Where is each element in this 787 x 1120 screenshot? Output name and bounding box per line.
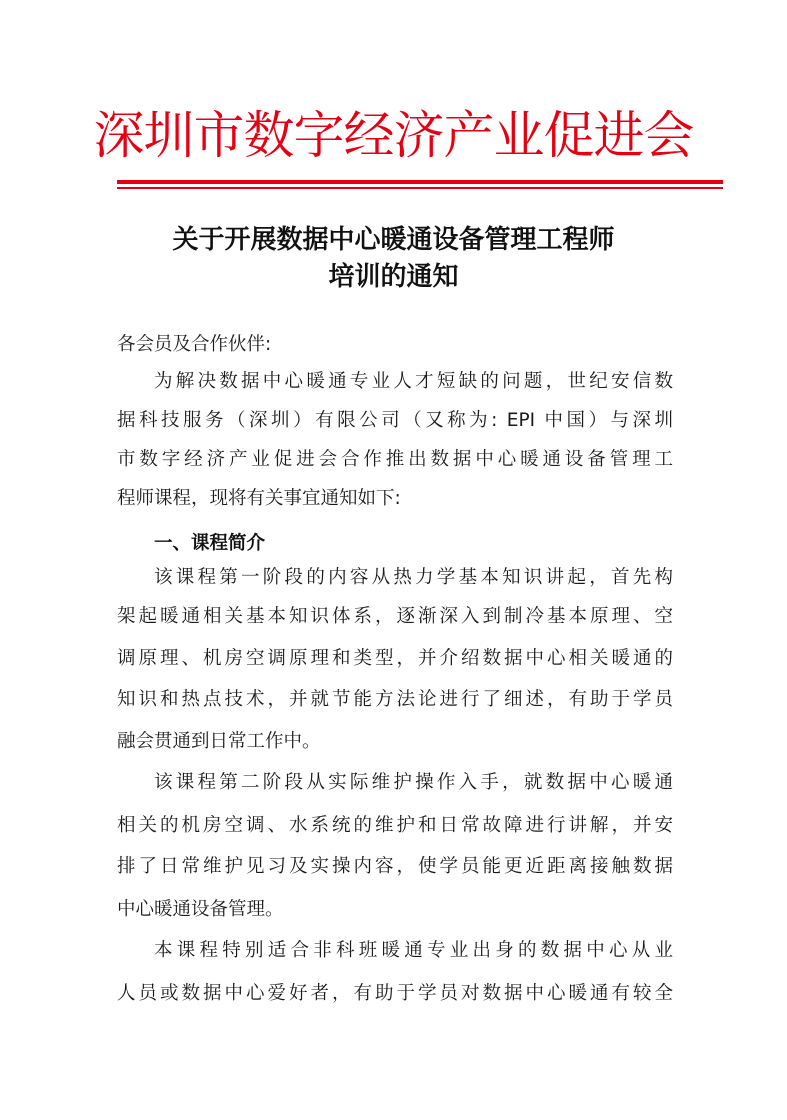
letterhead-thick-rule bbox=[117, 180, 723, 184]
intro-line: 程师课程，现将有关事宜通知如下: bbox=[117, 488, 401, 509]
notice-title-line-2: 培训的通知 bbox=[328, 262, 459, 292]
paragraph-line: 该课程第一阶段的内容从热力学基本知识讲起，首先构 bbox=[154, 567, 673, 588]
salutation: 各会员及合作伙伴: bbox=[117, 334, 272, 355]
paragraph-line: 中心暖通设备管理。 bbox=[117, 899, 284, 920]
paragraph-line: 相关的机房空调、水系统的维护和日常故障进行讲解，并安 bbox=[117, 815, 673, 836]
paragraph-line: 调原理、机房空调原理和类型，并介绍数据中心相关暖通的 bbox=[117, 648, 673, 669]
notice-title-line-1: 关于开展数据中心暖通设备管理工程师 bbox=[172, 225, 615, 255]
paragraph-line: 融会贯通到日常工作中。 bbox=[117, 731, 321, 752]
intro-line: 据科技服务（深圳）有限公司（又称为: EPI 中国）与深圳 bbox=[117, 410, 673, 431]
letterhead-thin-rule bbox=[117, 187, 723, 189]
paragraph-line: 知识和热点技术，并就节能方法论进行了细述，有助于学员 bbox=[117, 689, 673, 710]
paragraph-line: 排了日常维护见习及实操内容，使学员能更近距离接触数据 bbox=[117, 856, 673, 877]
paragraph-line: 本课程特别适合非科班暖通专业出身的数据中心从业 bbox=[154, 940, 673, 961]
intro-line: 为解决数据中心暖通专业人才短缺的问题，世纪安信数 bbox=[154, 371, 673, 392]
section-heading-course-intro: 一、课程简介 bbox=[154, 533, 266, 554]
intro-line: 市数字经济产业促进会合作推出数据中心暖通设备管理工 bbox=[117, 449, 673, 470]
paragraph-line: 架起暖通相关基本知识体系，逐渐深入到制冷基本原理、空 bbox=[117, 606, 673, 627]
organization-name: 深圳市数字经济产业促进会 bbox=[93, 107, 694, 166]
paragraph-line: 该课程第二阶段从实际维护操作入手，就数据中心暖通 bbox=[154, 772, 673, 793]
paragraph-line: 人员或数据中心爱好者，有助于学员对数据中心暖通有较全 bbox=[117, 983, 673, 1004]
